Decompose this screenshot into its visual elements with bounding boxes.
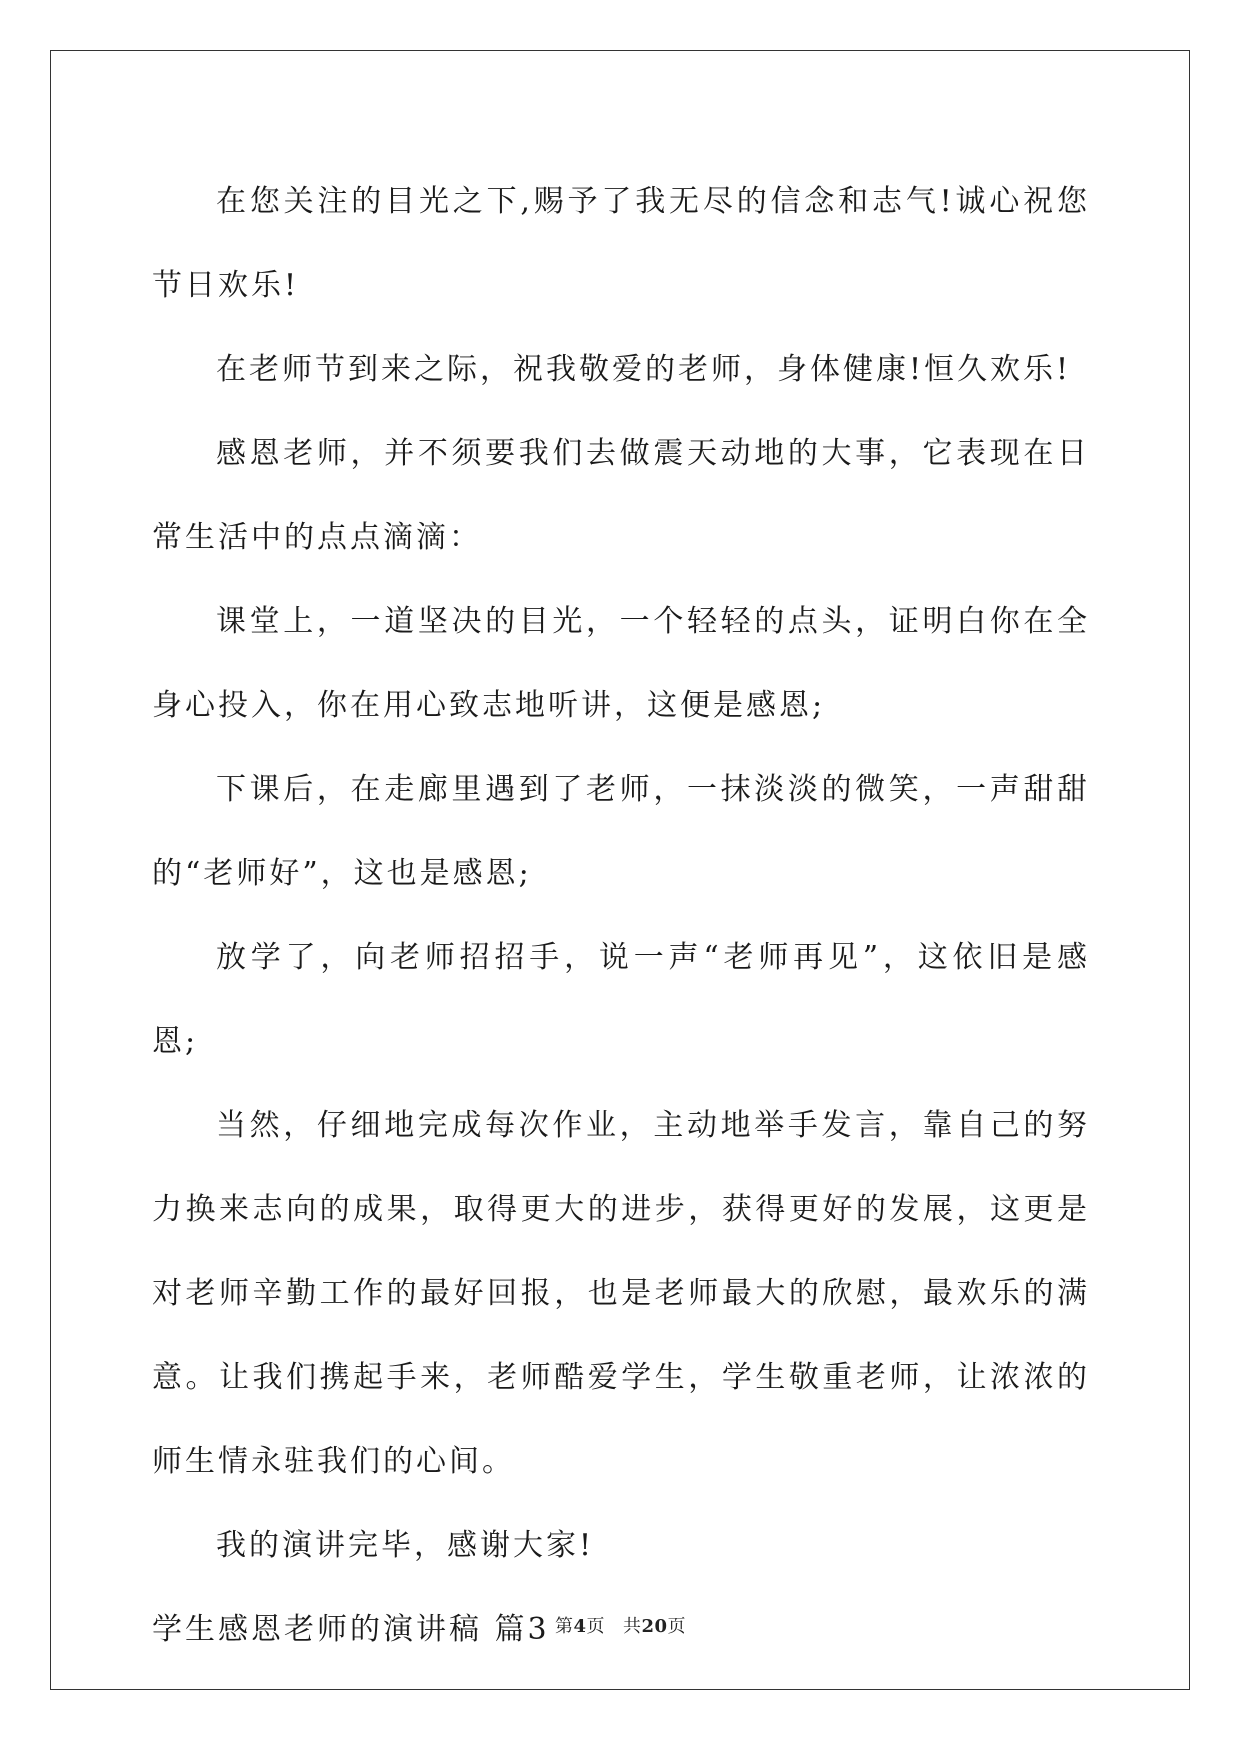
total-suffix: 页	[667, 1616, 687, 1637]
paragraph: 放学了，向老师招招手，说一声“老师再见”，这依旧是感恩;	[152, 940, 1090, 1059]
paragraph: 感恩老师，并不须要我们去做震天动地的大事，它表现在日常生活中的点点滴滴：	[152, 436, 1090, 555]
total-pages: 20	[641, 1616, 668, 1637]
section-heading: 学生感恩老师的演讲稿 篇3	[152, 1612, 550, 1647]
paragraph: 在您关注的目光之下,赐予了我无尽的信念和志气!诚心祝您节日欢乐!	[152, 184, 1090, 303]
paragraph: 下课后，在走廊里遇到了老师，一抹淡淡的微笑，一声甜甜的“老师好”，这也是感恩;	[152, 772, 1090, 891]
paragraph: 课堂上，一道坚决的目光，一个轻轻的点头，证明白你在全身心投入，你在用心致志地听讲，这便是感恩;	[152, 604, 1090, 723]
page-number: 4	[573, 1616, 587, 1637]
page-footer	[0, 1612, 1241, 1638]
total-prefix: 共	[622, 1616, 642, 1637]
page-prefix: 第	[554, 1616, 574, 1637]
paragraph: 在老师节到来之际，祝我敬爱的老师，身体健康!恒久欢乐!	[216, 352, 1072, 387]
page-suffix: 页	[586, 1616, 605, 1637]
paragraph: 我的演讲完毕，感谢大家!	[216, 1528, 595, 1563]
document-body	[152, 160, 1090, 1672]
paragraph: 当然，仔细地完成每次作业，主动地举手发言，靠自己的努力换来志向的成果，取得更大的进步，获得更好的发展，这更是对老师辛勤工作的最好回报，也是老师最大的欣慰，最欢乐的满意。让我们携起手来，老师酷爱学生，学生敬重老师，让浓浓的师生情永驻我们的心间。	[152, 1108, 1090, 1479]
